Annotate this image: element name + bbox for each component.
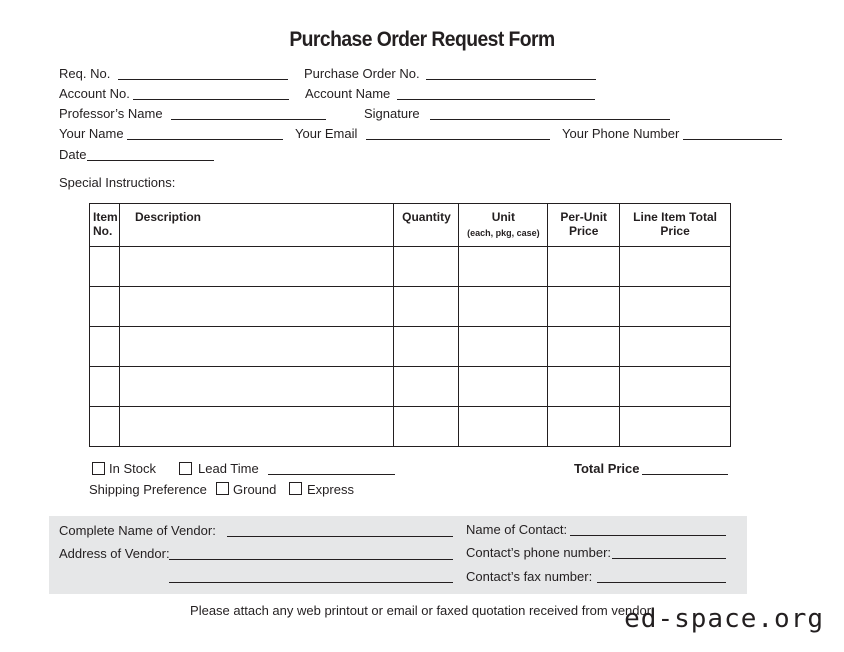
express-label: Express — [307, 482, 354, 497]
footer-note: Please attach any web printout or email or faxed quotation received from vendor. — [190, 603, 654, 618]
cell-item[interactable] — [90, 407, 120, 447]
cell-per-unit[interactable] — [548, 367, 620, 407]
cell-description[interactable] — [119, 327, 394, 367]
cell-item[interactable] — [90, 287, 120, 327]
account-name-label: Account Name — [305, 86, 391, 101]
req-no-label: Req. No. — [59, 66, 111, 81]
cell-quantity[interactable] — [394, 247, 459, 287]
cell-line-total[interactable] — [620, 247, 731, 287]
lead-time-label: Lead Time — [198, 461, 259, 476]
cell-description[interactable] — [119, 287, 394, 327]
cell-quantity[interactable] — [394, 367, 459, 407]
table-row — [90, 327, 731, 367]
account-name-field[interactable] — [397, 99, 595, 100]
cell-per-unit[interactable] — [548, 287, 620, 327]
cell-line-total[interactable] — [620, 327, 731, 367]
in-stock-checkbox[interactable] — [92, 462, 105, 475]
cell-per-unit[interactable] — [548, 327, 620, 367]
header-unit — [459, 204, 548, 247]
cell-line-total[interactable] — [620, 287, 731, 327]
cell-unit[interactable] — [459, 287, 548, 327]
form-title: Purchase Order Request Form — [289, 28, 555, 51]
your-name-label: Your Name — [59, 126, 124, 141]
special-instructions-label: Special Instructions: — [59, 175, 176, 190]
cell-unit[interactable] — [459, 247, 548, 287]
account-no-field[interactable] — [133, 99, 289, 100]
cell-item[interactable] — [90, 327, 120, 367]
cell-line-total[interactable] — [620, 367, 731, 407]
watermark: ed-space.org — [624, 604, 824, 634]
your-email-label: Your Email — [295, 126, 358, 141]
account-no-label: Account No. — [59, 86, 130, 101]
ground-checkbox[interactable] — [216, 482, 229, 495]
vendor-address-field[interactable] — [169, 559, 453, 560]
req-no-field[interactable] — [118, 79, 288, 80]
cell-line-total[interactable] — [620, 407, 731, 447]
header-per-unit-price: Per-Unit Price — [548, 204, 620, 247]
table-row — [90, 367, 731, 407]
express-checkbox[interactable] — [289, 482, 302, 495]
cell-per-unit[interactable] — [548, 247, 620, 287]
vendor-address-field-2[interactable] — [169, 582, 453, 583]
vendor-address-label: Address of Vendor: — [59, 546, 170, 561]
total-price-field[interactable] — [642, 474, 728, 475]
contact-name-label: Name of Contact: — [466, 522, 568, 537]
your-phone-label: Your Phone Number — [562, 126, 680, 141]
cell-item[interactable] — [90, 367, 120, 407]
contact-phone-field[interactable] — [612, 558, 726, 559]
shipping-preference-label: Shipping Preference — [89, 482, 207, 497]
items-table — [89, 203, 731, 447]
header-unit-label: Unit — [491, 210, 516, 224]
date-field[interactable] — [87, 160, 214, 161]
header-item-no: Item No. — [90, 204, 120, 247]
header-quantity: Quantity — [394, 204, 459, 247]
vendor-name-label: Complete Name of Vendor: — [59, 523, 216, 538]
header-unit-sub: (each, pkg, case) — [467, 228, 540, 238]
table-row — [90, 287, 731, 327]
cell-description[interactable] — [119, 407, 394, 447]
po-no-label: Purchase Order No. — [304, 66, 420, 81]
cell-description[interactable] — [119, 247, 394, 287]
table-row — [90, 247, 731, 287]
your-phone-field[interactable] — [683, 139, 782, 140]
your-name-field[interactable] — [127, 139, 283, 140]
ground-label: Ground — [233, 482, 277, 497]
po-no-field[interactable] — [426, 79, 596, 80]
cell-per-unit[interactable] — [548, 407, 620, 447]
cell-unit[interactable] — [459, 407, 548, 447]
signature-field[interactable] — [430, 119, 670, 120]
total-price-label: Total Price — [574, 461, 640, 476]
professor-field[interactable] — [171, 119, 326, 120]
cell-quantity[interactable] — [394, 407, 459, 447]
contact-phone-label: Contact’s phone number: — [466, 545, 612, 560]
lead-time-checkbox[interactable] — [179, 462, 192, 475]
your-email-field[interactable] — [366, 139, 550, 140]
cell-unit[interactable] — [459, 367, 548, 407]
header-line-total: Line Item Total Price — [620, 204, 731, 247]
contact-fax-field[interactable] — [597, 582, 726, 583]
professor-label: Professor’s Name — [59, 106, 163, 121]
lead-time-field[interactable] — [268, 474, 395, 475]
table-row — [90, 407, 731, 447]
cell-item[interactable] — [90, 247, 120, 287]
vendor-name-field[interactable] — [227, 536, 453, 537]
date-label: Date — [59, 147, 87, 162]
cell-unit[interactable] — [459, 327, 548, 367]
cell-description[interactable] — [119, 367, 394, 407]
cell-quantity[interactable] — [394, 327, 459, 367]
contact-fax-label: Contact’s fax number: — [466, 569, 593, 584]
contact-name-field[interactable] — [570, 535, 726, 536]
cell-quantity[interactable] — [394, 287, 459, 327]
signature-label: Signature — [364, 106, 420, 121]
in-stock-label: In Stock — [109, 461, 156, 476]
table-header-row — [90, 204, 731, 247]
header-description: Description — [119, 204, 394, 247]
